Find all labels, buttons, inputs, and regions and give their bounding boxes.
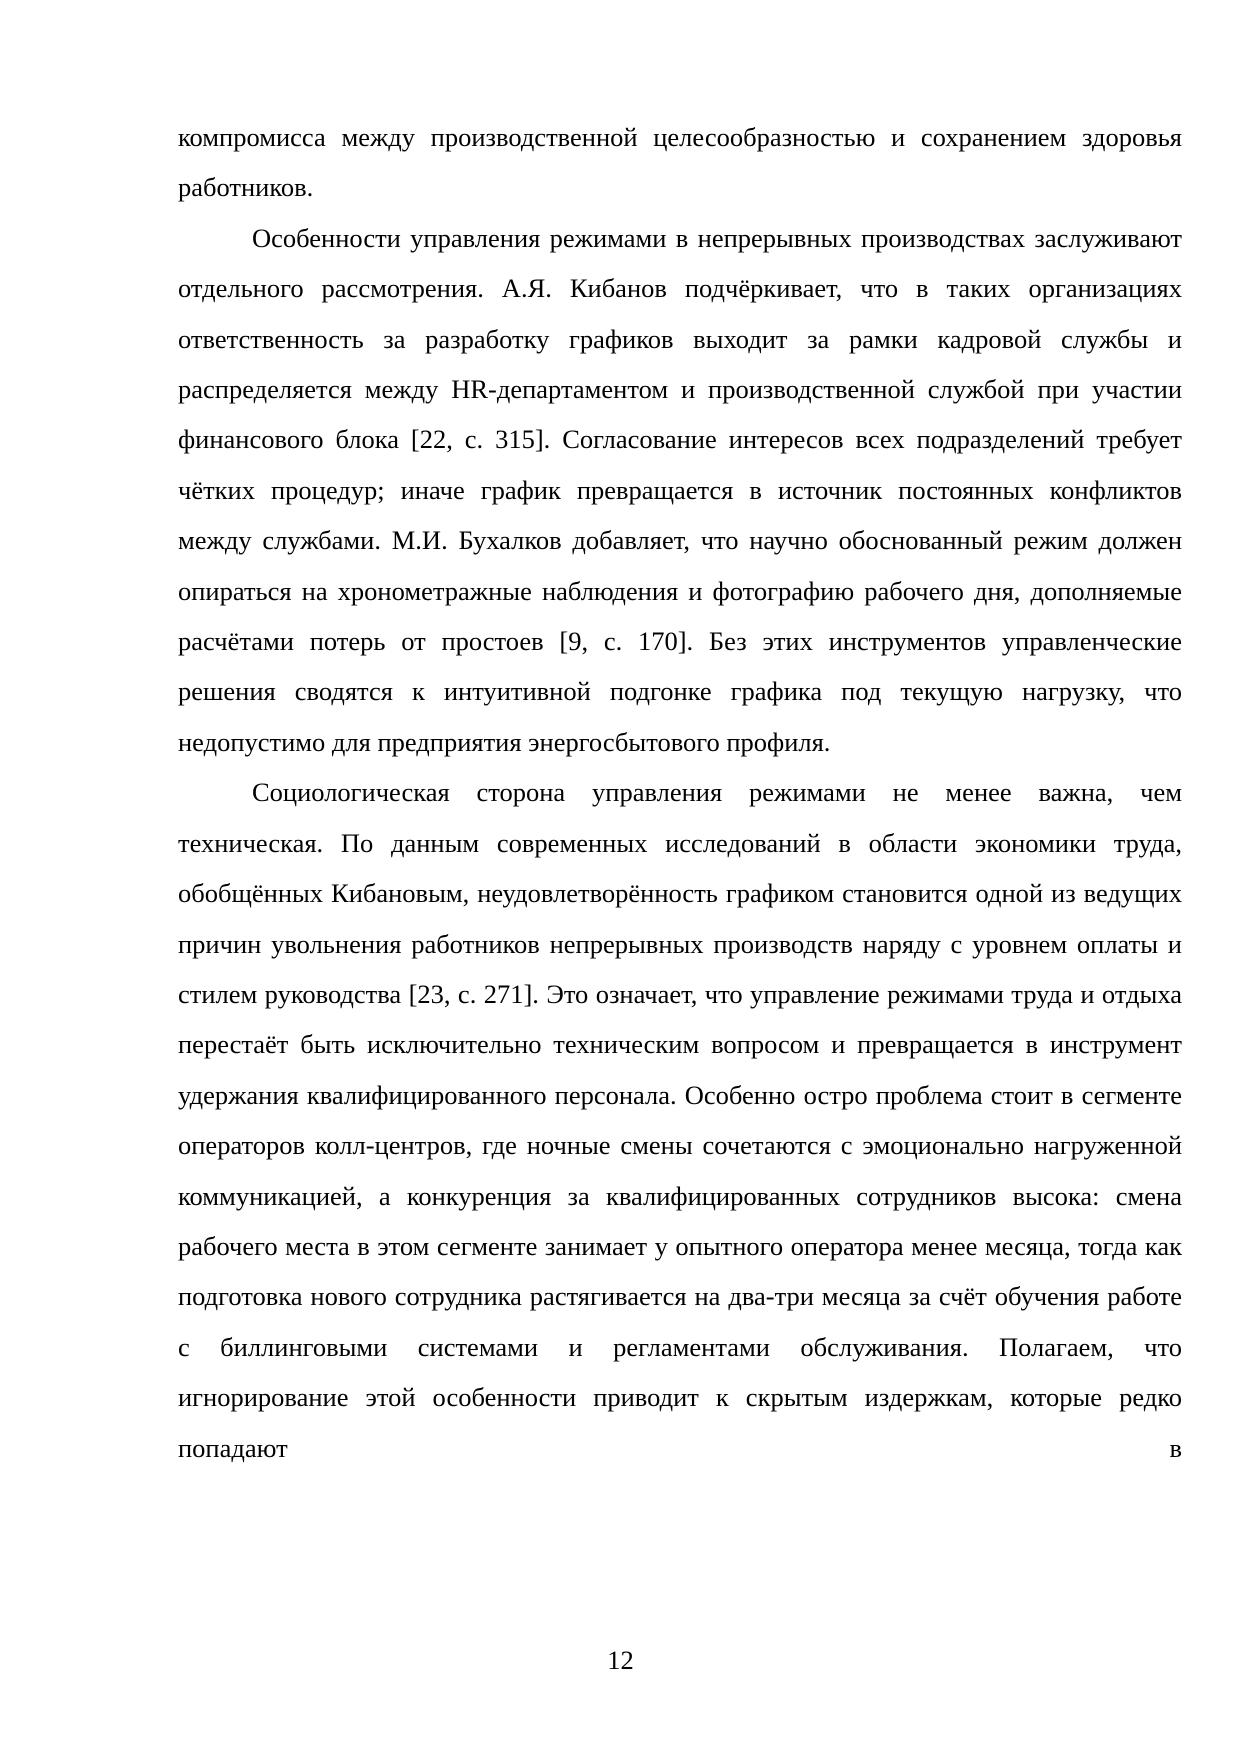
paragraph-continuation: компромисса между производственной целесообразностью и сохранением здоровья работников. — [178, 122, 1182, 203]
body-text — [178, 112, 1182, 1473]
paragraph-continuous-production: Особенности управления режимами в непрерывных производствах заслуживают отдельного рассмотрения. А.Я. Кибанов подчёркивает, что в таких организациях ответственность за разработку графиков выходит за рамки кадровой службы и распределяется между HR-департаментом и производственной службой при участии финансового блока [22, с. 315]. Согласование интересов всех подразделений требует чётких процедур; иначе график превращается в источник постоянных конфликтов между службами. М.И. Бухалков добавляет, что научно обоснованный режим должен опираться на хронометражные наблюдения и фотографию рабочего дня, дополняемые расчётами потерь от простоев [9, с. 170]. Без этих инструментов управленческие решения сводятся к интуитивной подгонке графика под текущую нагрузку, что недопустимо для предприятия энергосбытового профиля. — [178, 222, 1182, 757]
paragraph-sociological-side: Социологическая сторона управления режимами не менее важна, чем техническая. По данным современных исследований в области экономики труда, обобщённых Кибановым, неудовлетворённость графиком становится одной из ведущих причин увольнения работников непрерывных производств наряду с уровнем оплаты и стилем руководства [23, с. 271]. Это означает, что управление режимами труда и отдыха перестаёт быть исключительно техническим вопросом и превращается в инструмент удержания квалифицированного персонала. Особенно остро проблема стоит в сегменте операторов колл-центров, где ночные смены сочетаются с эмоционально нагруженной коммуникацией, а конкуренция за квалифицированных сотрудников высока: смена рабочего места в этом сегменте занимает у опытного оператора менее месяца, тогда как подготовка нового сотрудника растягивается на два-три месяца за счёт обучения работе с биллинговыми системами и регламентами обслуживания. Полагаем, что игнорирование этой особенности приводит к скрытым издержкам, которые редко попадают в — [178, 777, 1182, 1463]
page-number: 12 — [607, 1645, 634, 1675]
